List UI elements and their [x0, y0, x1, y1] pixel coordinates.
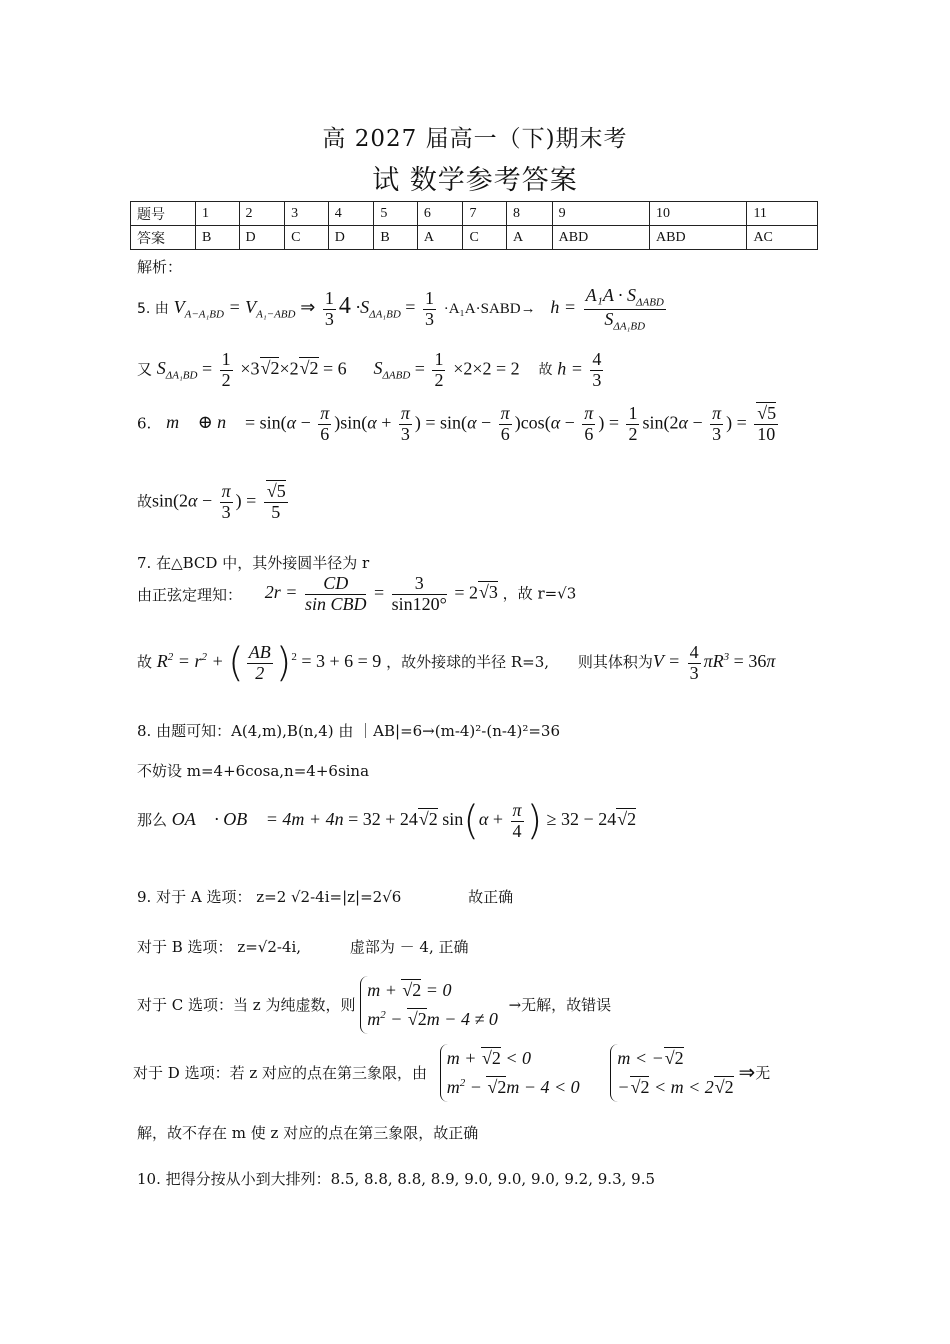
q7-mid: ，故外接球的半径 R=3, [386, 653, 550, 671]
q6-line-1: 6. m⃗ ⊕ n⃗ = sin(α − $\frac{\pi}{6}$ )sin(α + $\frac{\pi}{3}$ ) = sin(α − $\frac{\pi}{6}$ )cos(α − $\frac{\pi}{6}$ ) = $\frac{1}{2}$ sin(2α − $\frac{\pi}{3}$ ) = $\frac{√5}{10}$ [137, 403, 777, 444]
table-cell: 4 [328, 202, 374, 226]
q9-c-system: m + √2 = 0 $m^2 - √2m - 4 \ne 0$ [360, 976, 498, 1034]
analysis-label: 解析： [137, 258, 183, 276]
q9-a-line [137, 886, 513, 907]
table-cell: ABD [552, 226, 649, 250]
q9-c-lead: 对于 C 选项：当 z 为纯虚数，则 [137, 996, 356, 1015]
table-cell: 10 [650, 202, 747, 226]
answer-table [130, 201, 818, 250]
table-cell: B [374, 226, 418, 250]
table-cell: 1 [196, 202, 240, 226]
q9-b-result: 虚部为 － 4, 正确 [349, 938, 469, 956]
table-cell: 9 [552, 202, 649, 226]
q6-so: 故 [137, 492, 153, 511]
q6-lead: 6. [137, 414, 152, 433]
table-cell: 11 [747, 202, 818, 226]
table-cell: C [463, 226, 507, 250]
table-cell: C [285, 226, 329, 250]
q8-then: 那么 [137, 811, 168, 829]
table-cell: A [417, 226, 463, 250]
q9-d-line-2: 解，故不存在 m 使 z 对应的点在第三象限，故正确 [137, 1124, 479, 1142]
q7-law: 由正弦定理知： [137, 585, 243, 604]
table-header-label: 题号 [131, 202, 196, 226]
q8-line-2: 不妨设 m=4+6cosa,n=4+6sina [137, 762, 370, 780]
q9-c-result: →无解，故错误 [508, 996, 612, 1015]
table-cell: 5 [374, 202, 418, 226]
q5-line-1: 5. 由 $V_{A-A_1BD} = V_{A_1-ABD}$ ⇒ $\frac{1}{3}$ $4 \cdot S_{\Delta A_1BD}$ = $\frac{1}{3}$ ·A₁A·SABD→ h = $\frac{A_1A \cdot S_{\Delta ABD}}{S_{\Delta A_1BD}}$ [137, 285, 664, 333]
q7-so: 故 [137, 653, 153, 671]
table-cell: 8 [507, 202, 553, 226]
q7-line-1: 7. 在△BCD 中，其外接圆半径为 r [137, 554, 370, 572]
q9-d-tail: 无 [755, 1064, 771, 1083]
q8-line-1: 8. 由题可知：A(4,m),B(n,4) 由 ｜AB|=6→(m-4)²-(n-4)²=36 [137, 722, 561, 740]
table-cell: 6 [417, 202, 463, 226]
q7-r-result: ，故 r=√3 [502, 584, 577, 603]
q7-line-2: 由正弦定理知： 2r = $\frac{CD}{\text{sin CBD}}$ = $\frac{3}{\sin 120^\circ}$ = 2√3 ，故 r=√3 [137, 573, 577, 614]
q5-lead: 5. 由 [137, 301, 169, 318]
q6-line-2: 故sin(2α − $\frac{\pi}{3}$ ) = $\frac{√5}{5}$ [137, 481, 286, 522]
table-cell: AC [747, 226, 818, 250]
q9-c-line [137, 976, 611, 1034]
q5-so: 故 [538, 362, 553, 379]
table-row-header [131, 202, 818, 226]
table-cell: 3 [285, 202, 329, 226]
q7-vol: 则其体积为 [577, 653, 653, 671]
q10-line-1: 10. 把得分按从小到大排列：8.5, 8.8, 8.8, 8.9, 9.0, 9.0, 9.0, 9.2, 9.3, 9.5 [137, 1170, 655, 1188]
table-cell: ABD [650, 226, 747, 250]
table-cell: D [328, 226, 374, 250]
table-row-answers [131, 226, 818, 250]
q5-line-2: 又 $S_{\Delta A_1BD}$ = $\frac{1}{2}$ ×3√2×2√2 = 6 $S_{\Delta ABD}$ = $\frac{1}{2}$ ×2×2 = 2 故 h = $\frac{4}{3}$ [137, 349, 602, 390]
q7-line-3: 故 $R^2 = r^2$ + ( $\frac{AB}{2}$ )$^2$ = 3 + 6 = 9 ，故外接球的半径 R=3, 则其体积为V = $\frac{4}{3}$ $\pi R^3 = 36\pi$ [137, 640, 776, 686]
q9-d-system-2: m < −√2 −√2 < m < 2√2 [610, 1044, 733, 1102]
q5-mid: ·A₁A·SABD→ [443, 301, 536, 318]
q9-d-line: 对于 D 选项：若 z 对应的点在第三象限，由 m + √2 < 0 $m^2 - √2m - 4 < 0$ m < −√2 −√2 < m < 2√2 ⇒无 [133, 1044, 770, 1102]
table-cell: 7 [463, 202, 507, 226]
title-line-2: 试 数学参考答案 [372, 165, 578, 196]
q5-again: 又 [137, 360, 153, 379]
q9-b-lead: 对于 B 选项： z=√2-4i, [137, 938, 302, 956]
q9-a-result: 故正确 [468, 888, 514, 906]
table-answer-label: 答案 [131, 226, 196, 250]
table-cell: D [239, 226, 285, 250]
q8-line-3: 那么 OA⃗ · OB⃗ = 4m + 4n = 32 + 24√2 sin(α + $\frac{\pi}{4}$ ) ≥ 32 − 24√2 [137, 798, 637, 844]
table-cell: 2 [239, 202, 285, 226]
table-cell: A [507, 226, 553, 250]
q9-d-lead: 对于 D 选项：若 z 对应的点在第三象限，由 [133, 1064, 428, 1083]
table-cell: B [196, 226, 240, 250]
q9-a-lead: 9. 对于 A 选项： z=2 √2-4i=|z|=2√6 [137, 888, 402, 906]
title-line-1: 高 2027 届高一（下)期末考 [322, 126, 628, 152]
q9-b-line [137, 936, 468, 957]
q9-d-system-1: m + √2 < 0 $m^2 - √2m - 4 < 0$ [440, 1044, 580, 1102]
